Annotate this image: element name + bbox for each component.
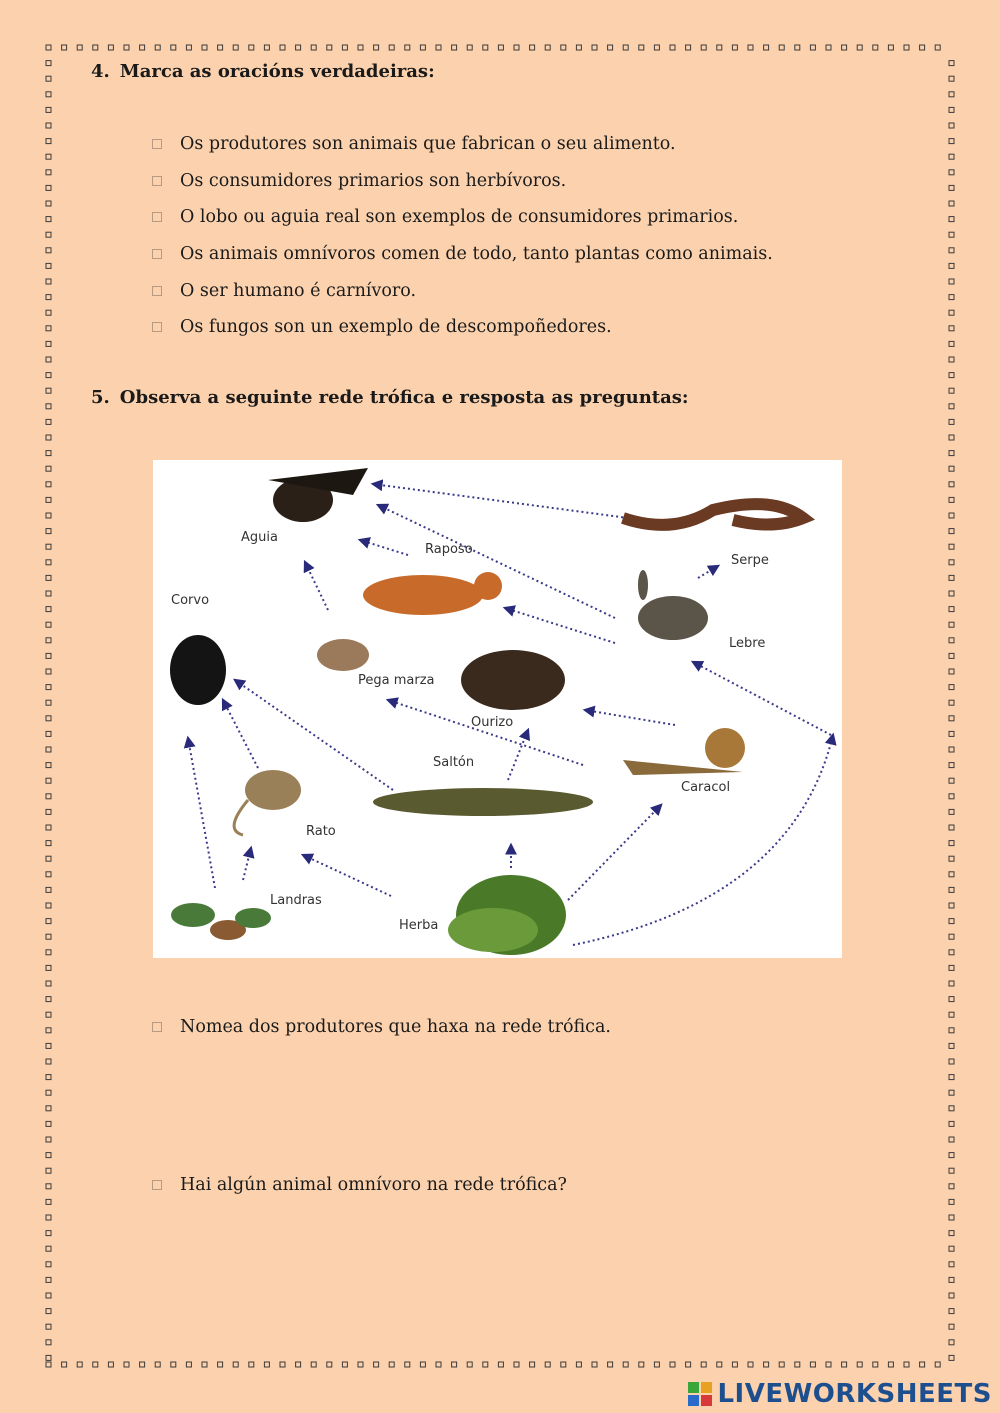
- label-caracol: Caracol: [681, 780, 731, 795]
- option-text: O lobo ou aguia real son exemplos de consumidores primarios.: [180, 207, 739, 227]
- question-5-number: 5.: [91, 387, 110, 408]
- option-text: Os consumidores primarios son herbívoros.: [180, 171, 567, 191]
- question-5-text: Observa a seguinte rede trófica e resposta as preguntas:: [119, 387, 689, 408]
- grass-figure: [448, 875, 566, 955]
- jay-figure: [317, 639, 369, 671]
- grasshopper-figure: [373, 788, 593, 816]
- label-raposo: Raposo: [425, 542, 473, 557]
- checkbox[interactable]: [152, 286, 162, 296]
- prompt-text: Hai algún animal omnívoro na rede trófica?: [180, 1175, 567, 1195]
- q5-prompt-2: [152, 1175, 567, 1195]
- checkbox[interactable]: [152, 212, 162, 222]
- eagle-figure: [268, 468, 368, 522]
- liveworksheets-logo-text: LIVEWORKSHEETS: [717, 1379, 992, 1409]
- question-4-number: 4.: [91, 61, 110, 82]
- checkbox[interactable]: [152, 322, 162, 332]
- q4-option-1: [152, 134, 676, 154]
- option-text: Os produtores son animais que fabrican o seu alimento.: [180, 134, 676, 154]
- label-pega-marza: Pega marza: [358, 673, 435, 688]
- option-text: Os animais omnívoros comen de todo, tanto plantas como animais.: [180, 244, 773, 264]
- snail-figure: [623, 728, 745, 775]
- crow-figure: [170, 635, 226, 705]
- q4-option-4: [152, 244, 773, 264]
- prompt-text: Nomea dos produtores que haxa na rede trófica.: [180, 1017, 611, 1037]
- label-aguia: Aguia: [241, 530, 278, 545]
- label-lebre: Lebre: [729, 636, 766, 651]
- food-web-image: [153, 460, 842, 958]
- question-4-text: Marca as oracións verdadeiras:: [119, 61, 435, 82]
- checkbox[interactable]: [152, 249, 162, 259]
- liveworksheets-logo-icon: [687, 1381, 713, 1407]
- label-corvo: Corvo: [171, 593, 210, 608]
- acorns-figure: [171, 903, 271, 940]
- label-serpe: Serpe: [731, 553, 769, 568]
- hedgehog-figure: [461, 650, 565, 710]
- option-text: Os fungos son un exemplo de descompoñedores.: [180, 317, 612, 337]
- question-4-title: [91, 61, 435, 82]
- label-herba: Herba: [399, 918, 439, 933]
- option-text: O ser humano é carnívoro.: [180, 281, 417, 301]
- snake-figure: [623, 504, 803, 525]
- label-rato: Rato: [306, 824, 336, 839]
- q4-option-5: [152, 281, 416, 301]
- q4-option-2: [152, 171, 566, 191]
- bullet-box: [152, 1180, 162, 1190]
- checkbox[interactable]: [152, 139, 162, 149]
- label-salton: Saltón: [433, 755, 475, 770]
- mouse-figure: [234, 770, 301, 835]
- q4-option-6: [152, 317, 612, 337]
- fox-figure: [363, 572, 502, 615]
- hare-figure: [638, 570, 708, 640]
- label-landras: Landras: [270, 893, 322, 908]
- question-5-title: [91, 387, 689, 408]
- label-ourizo: Ourizo: [471, 715, 514, 730]
- q4-option-3: [152, 207, 738, 227]
- bullet-box: [152, 1022, 162, 1032]
- liveworksheets-logo[interactable]: [687, 1378, 992, 1410]
- q5-prompt-1: [152, 1017, 611, 1037]
- checkbox[interactable]: [152, 176, 162, 186]
